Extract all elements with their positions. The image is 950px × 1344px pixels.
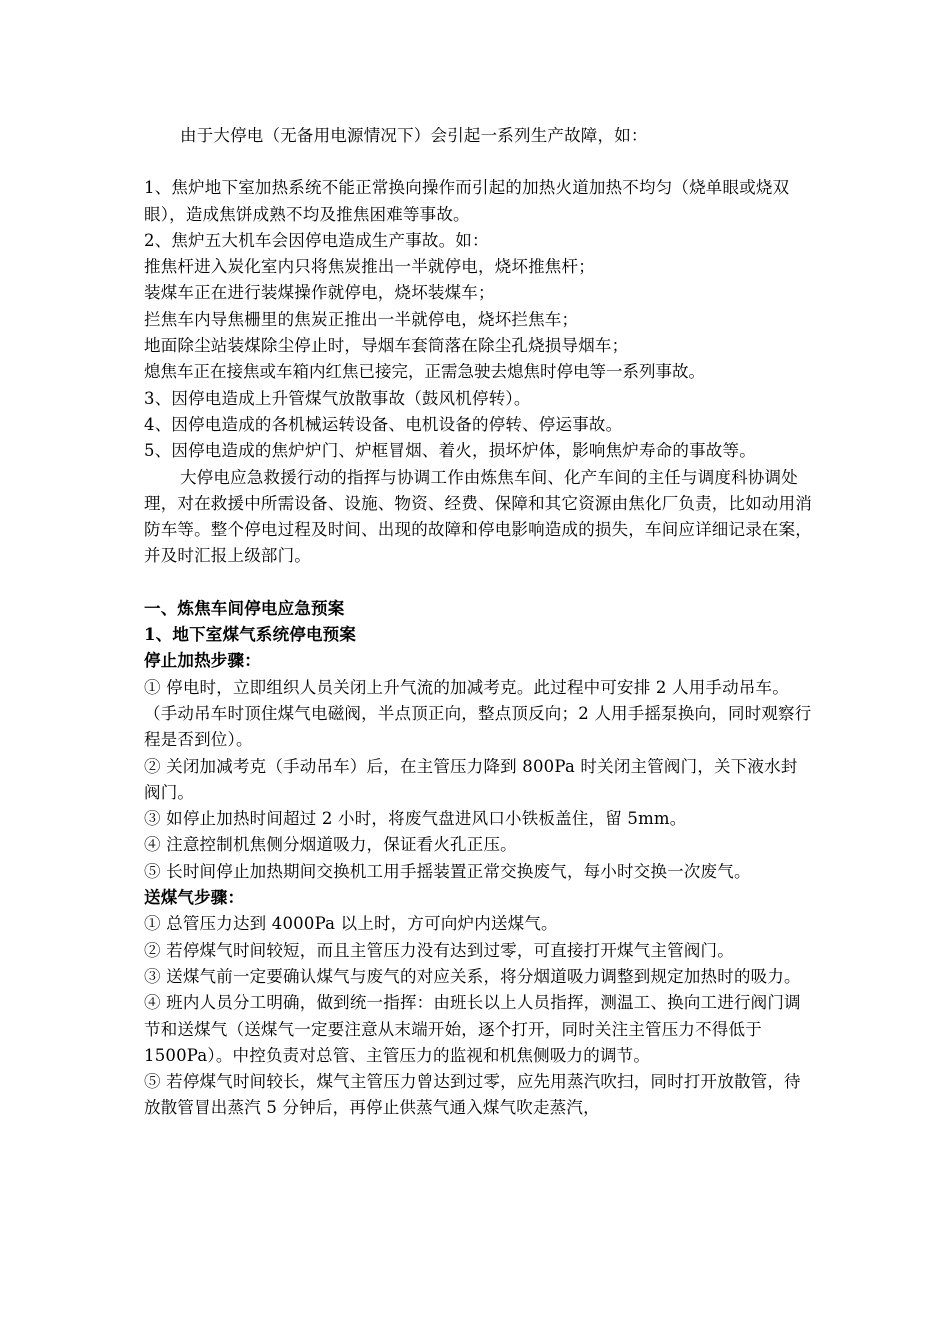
send-gas-step-3: ③ 送煤气前一定要确认煤气与废气的对应关系，将分烟道吸力调整到规定加热时的吸力。: [144, 966, 801, 986]
send-gas-step-4: ④ 班内人员分工明确，做到统一指挥：由班长以上人员指挥，测温工、换向工进行阀门调节和送煤气（送煤气一定要注意从末端开始，逐个打开，同时关注主管压力不得低于 1500Pa）。中控负责对总管、主管压力的监视和机焦侧吸力的调节。: [144, 993, 801, 1065]
subsection-title: 1、地下室煤气系统停电预案: [144, 625, 357, 645]
fault-subitem-quench-car: 熄焦车正在接焦或车箱内红焦已接完，正需急驶去熄焦时停电等一系列事故。: [144, 362, 705, 382]
fault-subitem-guide-car: 拦焦车内导焦栅里的焦炭正推出一半就停电，烧坏拦焦车；: [144, 309, 579, 329]
send-gas-step-1: ① 总管压力达到 4000Pa 以上时，方可向炉内送煤气。: [144, 914, 558, 934]
command-paragraph: 大停电应急救援行动的指挥与协调工作由炼焦车间、化产车间的主任与调度科协调处理，对在救援中所需设备、设施、物资、经费、保障和其它资源由焦化厂负责，比如动用消防车等。整个停电过程及时间、出现的故障和停电影响造成的损失，车间应详细记录在案，并及时汇报上级部门。: [144, 467, 812, 566]
stop-heating-title: 停止加热步骤：: [144, 651, 261, 671]
send-gas-step-2: ② 若停煤气时间较短，而且主管压力没有达到过零，可直接打开煤气主管阀门。: [144, 940, 734, 960]
blank-line: [144, 570, 814, 596]
intro-paragraph: 由于大停电（无备用电源情况下）会引起一系列生产故障，如：: [180, 126, 648, 145]
fault-item-5: 5、因停电造成的焦炉炉门、炉框冒烟、着火，损坏炉体，影响焦炉寿命的事故等。: [144, 441, 756, 461]
document-body: [144, 123, 814, 1122]
section-title: 一、炼焦车间停电应急预案: [144, 598, 345, 618]
stop-heating-step-2: ② 关闭加减考克（手动吊车）后，在主管压力降到 800Pa 时关闭主管阀门，关下液水封阀门。: [144, 756, 798, 802]
blank-line: [144, 149, 814, 175]
stop-heating-step-4: ④ 注意控制机焦侧分烟道吸力，保证看火孔正压。: [144, 835, 517, 855]
fault-item-2: 2、焦炉五大机车会因停电造成生产事故。如：: [144, 230, 489, 250]
fault-item-4: 4、因停电造成的各机械运转设备、电机设备的停转、停运事故。: [144, 414, 623, 434]
send-gas-title: 送煤气步骤：: [144, 888, 245, 908]
fault-subitem-charging-car: 装煤车正在进行装煤操作就停电，烧坏装煤车；: [144, 283, 495, 303]
fault-subitem-push-ram: 推焦杆进入炭化室内只将焦炭推出一半就停电，烧坏推焦杆；: [144, 257, 595, 277]
stop-heating-step-1: ① 停电时，立即组织人员关闭上升气流的加减考克。此过程中可安排 2 人用手动吊车。（手动吊车时顶住煤气电磁阀，半点顶正向，整点顶反向；2 人用手摇泵换向，同时观察行程是否到位）。: [144, 677, 812, 750]
stop-heating-step-3: ③ 如停止加热时间超过 2 小时，将废气盘进风口小铁板盖住，留 5mm。: [144, 809, 687, 829]
fault-item-1: 1、焦炉地下室加热系统不能正常换向操作而引起的加热火道加热不均匀（烧单眼或烧双眼），造成焦饼成熟不均及推焦困难等事故。: [144, 178, 790, 224]
stop-heating-step-5: ⑤ 长时间停止加热期间交换机工用手摇装置正常交换废气，每小时交换一次废气。: [144, 861, 751, 881]
fault-subitem-dust-station: 地面除尘站装煤除尘停止时，导烟车套筒落在除尘孔烧损导烟车；: [144, 336, 629, 356]
fault-item-3: 3、因停电造成上升管煤气放散事故（鼓风机停转）。: [144, 388, 531, 408]
send-gas-step-5: ⑤ 若停煤气时间较长，煤气主管压力曾达到过零，应先用蒸汽吹扫，同时打开放散管，待放散管冒出蒸汽 5 分钟后，再停止供蒸气通入煤气吹走蒸汽，: [144, 1072, 801, 1118]
